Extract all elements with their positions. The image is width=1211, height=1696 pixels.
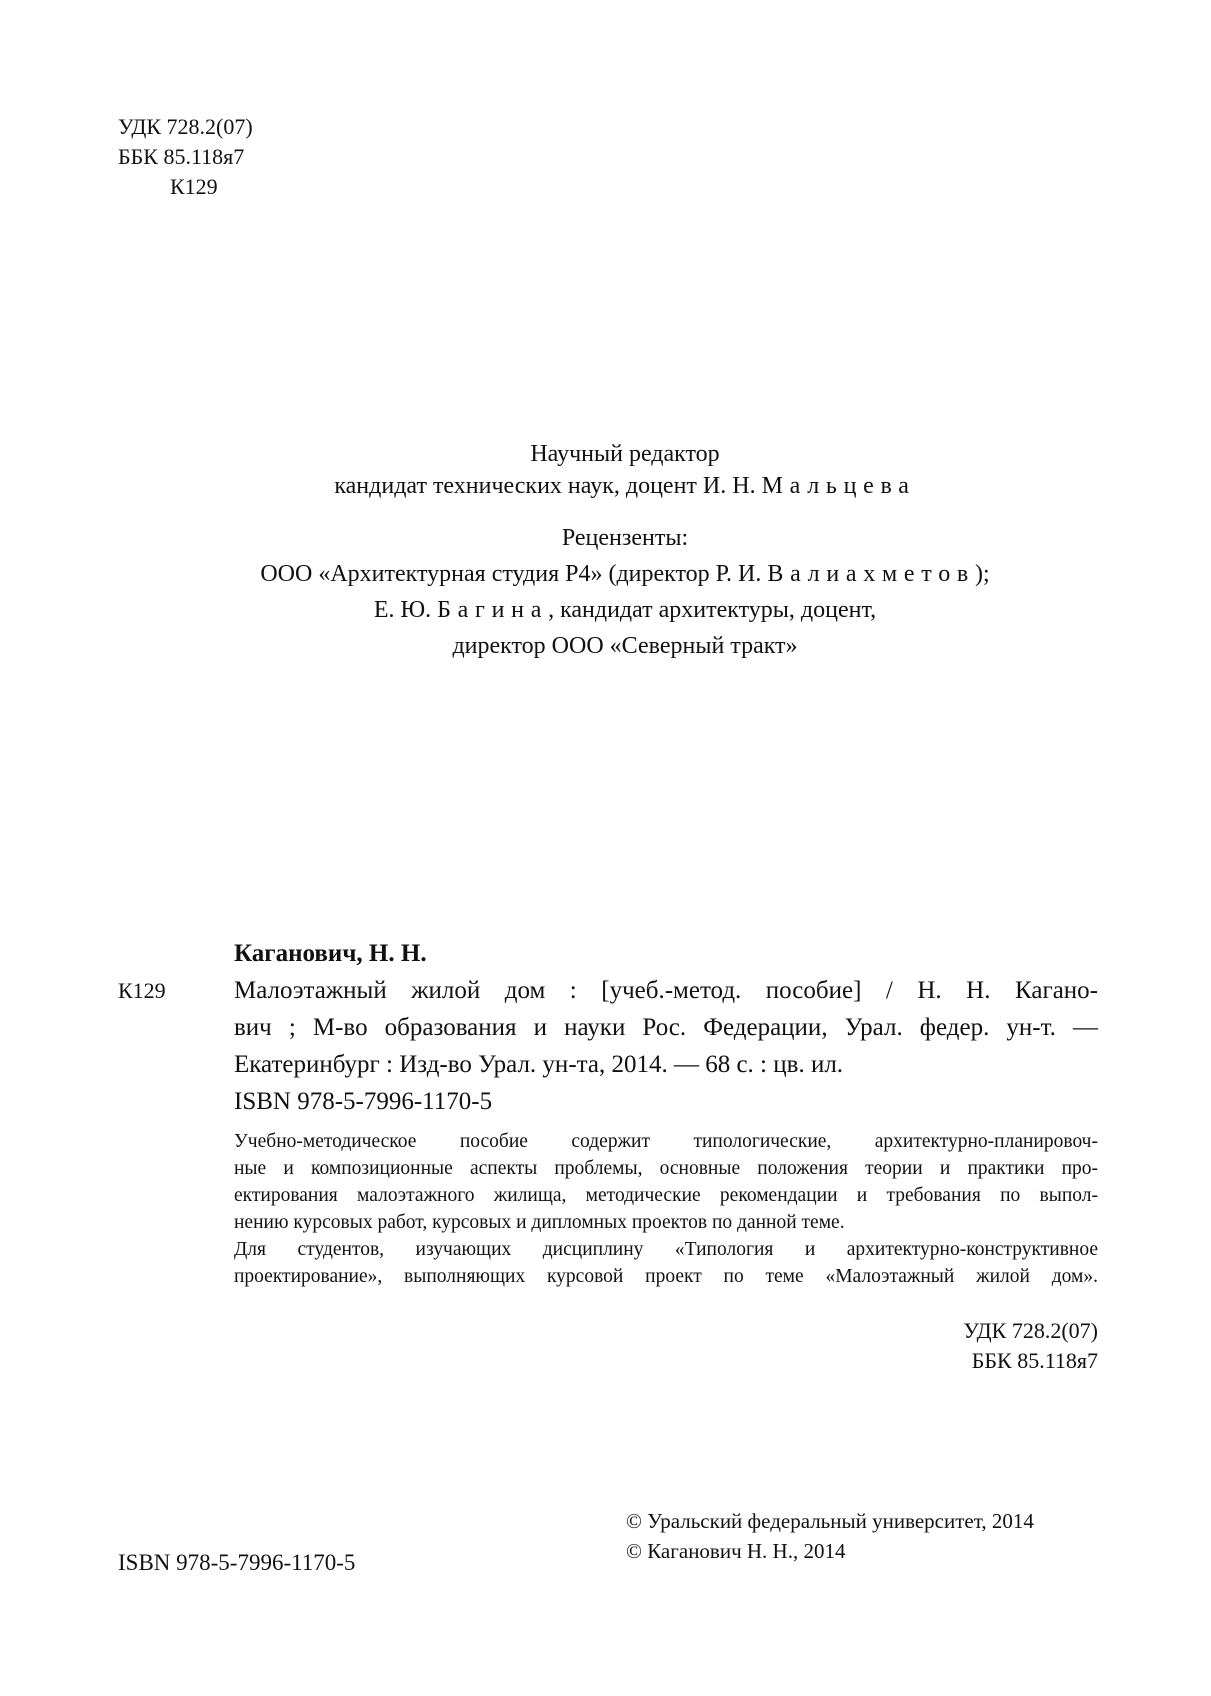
reviewer-1-surname: Валиахметов: [767, 561, 975, 587]
copyright-author: © Каганович Н. Н., 2014: [626, 1539, 846, 1563]
udk-code-bottom: УДК 728.2(07): [963, 1318, 1098, 1343]
catalog-author: Каганович, Н. Н.: [234, 940, 427, 967]
author-sign: К129: [170, 174, 218, 199]
classification-codes-bottom: [700, 1316, 1098, 1376]
catalog-code: К129: [118, 978, 166, 1003]
annotation-p1-line-1: Учебно-методическое пособие содержит типологические, архитектурно-планировоч-: [234, 1131, 1098, 1152]
reviewers-heading: Рецензенты:: [561, 525, 689, 551]
annotation-p1-line-3: ектирования малоэтажного жилища, методические рекомендации и требования по выпол-: [234, 1185, 1098, 1206]
editor-surname: Мальцева: [761, 473, 916, 499]
annotation-p2-line-2: проектирование», выполняющих курсовой проект по теме «Малоэтажный жилой дом».: [234, 1266, 1098, 1287]
bbk-code: ББК 85.118я7: [118, 144, 245, 169]
scientific-editor-block: [200, 438, 1050, 502]
reviewer-2-position: директор ООО «Северный тракт»: [452, 633, 798, 659]
editor-credentials: кандидат технических наук, доцент И. Н.: [334, 473, 756, 499]
annotation-p1-line-2: ные и композиционные аспекты проблемы, основные положения теории и практики про-: [234, 1158, 1098, 1179]
editor-heading: Научный редактор: [530, 441, 720, 467]
editor-line: [200, 470, 1050, 502]
annotation: [234, 1128, 1098, 1290]
catalog-isbn: ISBN 978-5-7996-1170-5: [234, 1088, 493, 1115]
reviewer-2: [200, 594, 1050, 626]
reviewers-block: [200, 522, 1050, 662]
catalog-line-3: Екатеринбург : Изд-во Урал. ун-та, 2014. — 68 с. : цв. ил.: [234, 1051, 844, 1078]
reviewer-1-org: ООО «Архитектурная студия Р4» (директор Р. И.: [260, 561, 762, 587]
reviewer-1: [200, 558, 1050, 590]
copyright-block: [626, 1506, 1034, 1566]
reviewer-2-surname: Багина: [437, 597, 549, 623]
reviewer-1-suffix: );: [974, 561, 990, 587]
reviewer-2-credentials: , кандидат архитектуры, доцент,: [548, 597, 877, 623]
catalog-line-1: Малоэтажный жилой дом : [учеб.-метод. пособие] / Н. Н. Кагано-: [234, 977, 1098, 1004]
catalog-line-2: вич ; М-во образования и науки Рос. Федерации, Урал. федер. ун-т. —: [234, 1014, 1098, 1041]
catalog-description: [234, 972, 1098, 1083]
reviewer-2-initials: Е. Ю.: [373, 597, 432, 623]
isbn-footer: ISBN 978-5-7996-1170-5: [118, 1550, 356, 1575]
classification-codes-top: [118, 112, 253, 202]
annotation-p2-line-1: Для студентов, изучающих дисциплину «Типология и архитектурно-конструктивное: [234, 1239, 1098, 1260]
copyright-university: © Уральский федеральный университет, 2014: [626, 1509, 1034, 1533]
annotation-p1-line-4: нению курсовых работ, курсовых и дипломных проектов по данной теме.: [234, 1212, 845, 1233]
udk-code: УДК 728.2(07): [118, 114, 253, 139]
bbk-code-bottom: ББК 85.118я7: [971, 1348, 1098, 1373]
